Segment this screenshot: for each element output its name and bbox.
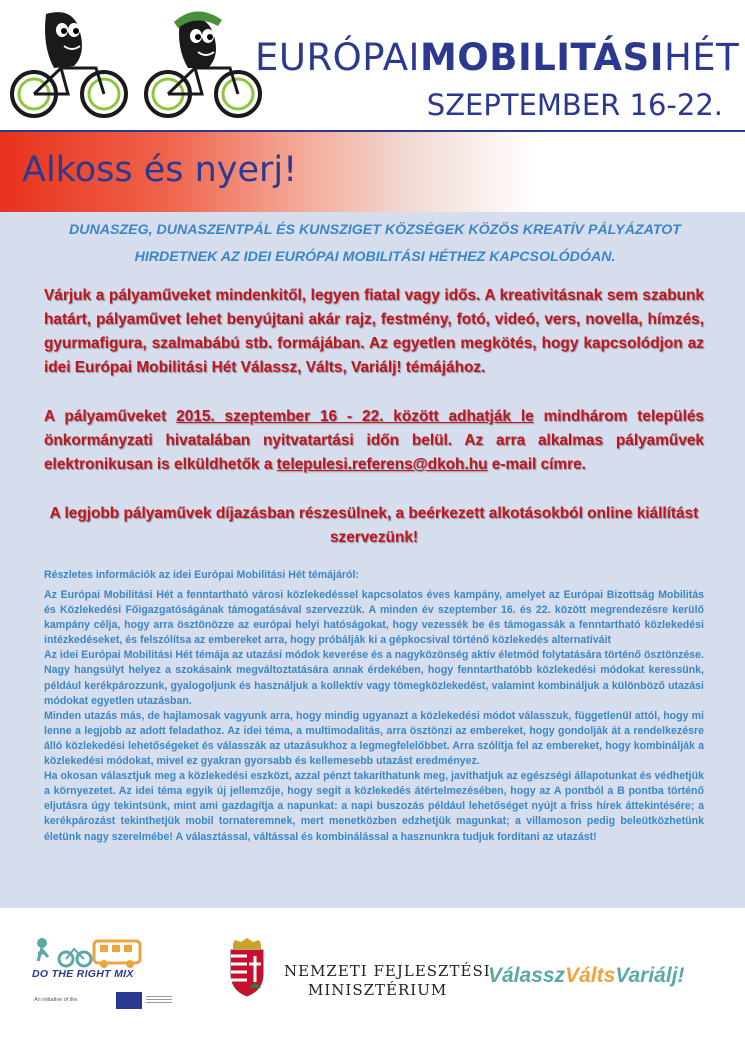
info-paragraph: Az Európai Mobilitási Hét a fenntartható városi közlekedéssel kapcsolatos éves kampány, amelyet az Európai Bizottság Mobilitás és Közlekedési Főigazgatóságának támogatásával szervezzük. A minden év szeptember 16. és 22. között megrendezésre kerülő kampány célja, hogy arra ösztönözze az európai helyi hatóságokat, hogy vezessék be és támogassák a fenntartható közlekedési intézkedéseket, és felszólítsa az embereket arra, hogy próbálják ki a gépkocsival történő közlekedés alternatíváit <box>44 589 704 647</box>
submission-text-middle: mindhárom település önkormányzati hivatalában nyitvatartási időn belül. Az arra alkalmas pályaművek elektronikusan is elküldhetők a <box>44 408 704 473</box>
page-title <box>255 36 739 79</box>
red-banner <box>0 132 745 214</box>
paragraph-submission <box>44 405 704 477</box>
intro-text: DUNASZEG, DUNASZENTPÁL ÉS KUNSZIGET KÖZSÉGEK KÖZÖS KREATÍV PÁLYÁZATOT HIRDETNEK AZ IDEI EURÓPAI MOBILITÁSI HÉTHEZ KAPCSOLÓDÓAN. <box>69 222 681 265</box>
initiative-text: An initiative of the <box>34 997 78 1003</box>
cyclist-mascot-helmet-icon <box>140 6 266 124</box>
submission-text-after: e-mail címre. <box>487 456 586 473</box>
paragraph-invitation: Várjuk a pályaműveket mindenkitől, legyen fiatal vagy idős. A kreativitásnak sem szabunk határt, pályaművet lehet benyújtani akár rajz, festmény, fotó, videó, vers, novella, hímzés, gyurmafigura, szalmabábú stb. formájában. Az egyetlen megkötés, hogy kapcsolódjon az idei Európai Mobilitási Hét Válassz, Válts, Variálj! témájához. <box>44 287 704 376</box>
email-link[interactable]: telepulesi.referens@dkoh.hu <box>276 456 488 473</box>
cyclist-mascot-icon <box>6 6 132 124</box>
slogan-part-3: Variálj! <box>615 964 685 987</box>
info-title: Részletes információk az idei Európai Mobilitási Hét témájáról: <box>44 569 359 581</box>
eu-flag-icon <box>116 992 142 1009</box>
info-body <box>44 588 704 845</box>
hungarian-coat-of-arms-icon <box>225 938 269 998</box>
banner-title: Alkoss és nyerj! <box>22 150 298 190</box>
title-suffix: HÉT <box>663 36 740 79</box>
slogan-part-2: Válts <box>565 964 616 987</box>
submission-text-before: A pályaműveket <box>44 408 177 425</box>
ministry-name-line2: MINISZTÉRIUM <box>308 981 448 999</box>
info-paragraph: Minden utazás más, de hajlamosak vagyunk arra, hogy mindig ugyanazt a közlekedési módot válasszuk, függetlenül attól, hogy mi lenne a legjobb az adott feladathoz. Az idei téma, a multimodalitás, arra ösztönzi az embereket, hogy gondolják át a rendelkezésre álló közlekedési lehetőségeket és válasszák az utazásukhoz a legmegfelelőbbet. Arra szólítja fel az embereket, hogy kombinálják a közlekedési módokat, mivel ez gyakran gyorsabb és kellemesebb utazást eredményez. <box>44 709 704 768</box>
ministry-name-line1: NEMZETI FEJLESZTÉSI <box>284 962 491 980</box>
info-paragraph: Ha okosan választjuk meg a közlekedési eszközt, azzal pénzt takaríthatunk meg, javíthatjuk az egészségi állapotunkat és védhetjük a környezetet. Az idei téma egyik új jellemzője, hogy segít a közlekedés átértelmezésében, hogy az A pontból a B pontba történő eljutásra úgy tekintsünk, mint ami gazdagítja a napunkat: a napi buszozás például lehetőséget nyújt a friss hírek áttekintésére; a kerékpározást tekinthetjük mobil tornateremnek, mert menetközben edzhetjük magunkat; a villamoson pedig beleütközhetünk életünk nagy szerelmébe! A választással, váltással és kombinálással a hasznunkra tudjuk fordítani az utazást! <box>44 770 704 843</box>
footer-logos <box>0 908 745 1053</box>
slogan <box>488 964 685 988</box>
do-the-right-mix-logo-icon <box>28 933 148 969</box>
eu-commission-logo-text <box>146 996 172 1004</box>
submission-dates: 2015. szeptember 16 - 22. között adhatják le <box>176 408 534 425</box>
paragraph-prizes: A legjobb pályaművek díjazásban részesülnek, a beérkezett alkotásokból online kiállítást szervezünk! <box>49 505 699 546</box>
event-dates: SZEPTEMBER 16-22. <box>426 88 723 122</box>
header <box>0 0 745 132</box>
info-paragraph: Az idei Európai Mobilitási Hét témája az utazási módok keverése és a nagyközönség aktív életmód folytatására történő ösztönzése. Nagy hangsúlyt helyez a szokásaink megváltoztatására annak érdekében, hogy fenntarthatóbb közlekedési módokat keressünk, például kerékpározzunk, gyalogoljunk és használjuk a kollektív vagy tömegközlekedést, valamint kombináljuk a különböző utazási módokat egyetlen utazásban. <box>44 649 704 707</box>
title-prefix: EURÓPAI <box>255 36 420 79</box>
slogan-part-1: Válassz <box>488 964 566 987</box>
title-bold: MOBILITÁSI <box>419 36 664 79</box>
do-the-right-mix-text: DO THE RIGHT MIX <box>32 968 134 980</box>
content-panel <box>0 212 745 908</box>
